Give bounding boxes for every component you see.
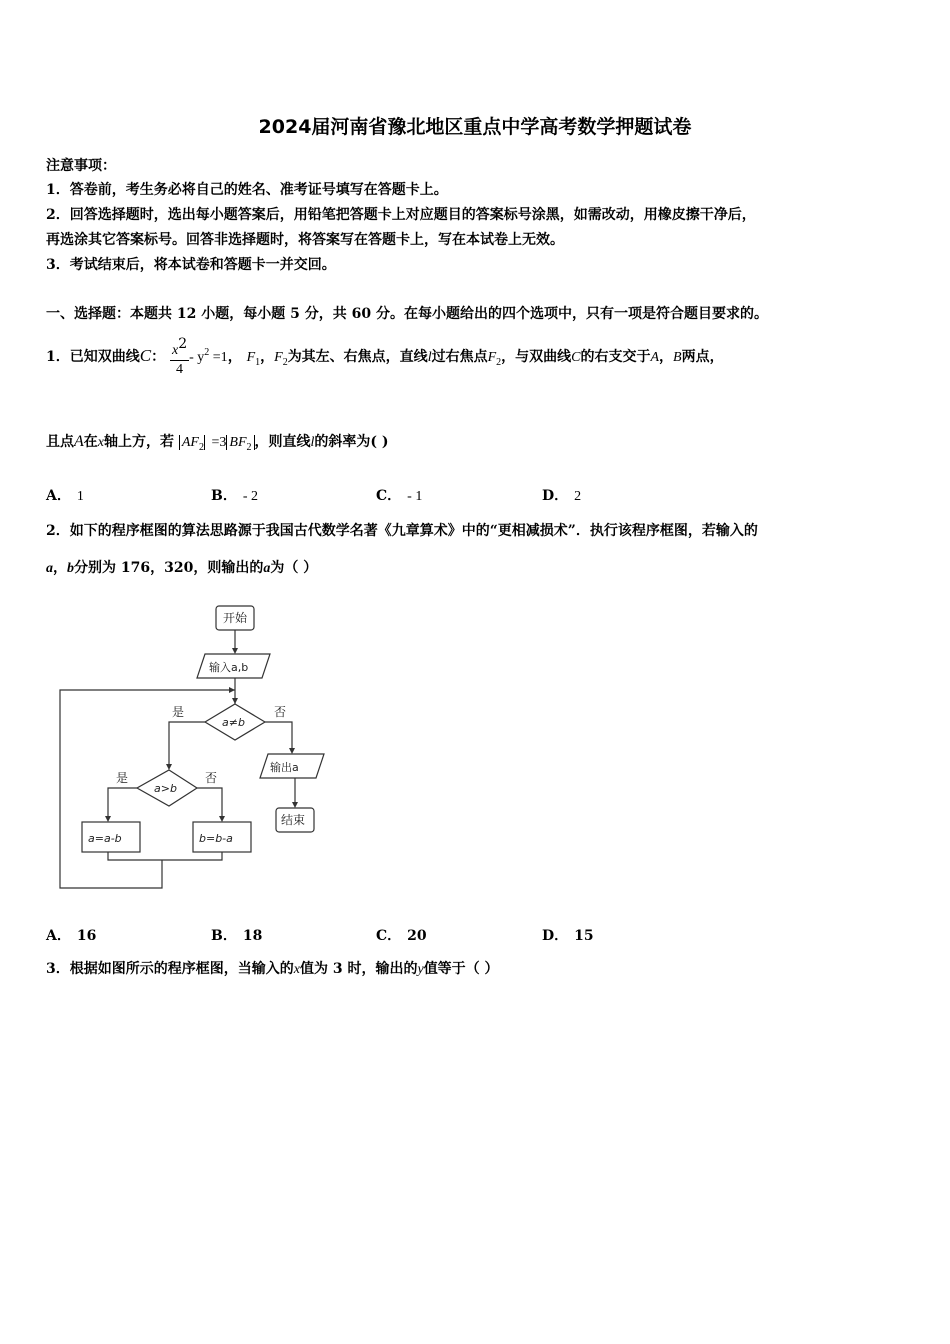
q1-text-b: 过右焦点 xyxy=(431,349,488,365)
q1-option-d xyxy=(542,485,581,505)
q2-var-a: a xyxy=(46,561,53,576)
flow-cond1-label: a≠b xyxy=(222,716,245,729)
q2-option-a xyxy=(46,925,102,945)
q3-var-y: y xyxy=(417,962,424,977)
question-2-line-2 xyxy=(46,557,317,577)
q1-x-axis: x xyxy=(97,435,104,450)
q1-text-c: ，与双曲线 xyxy=(501,349,572,365)
q1-option-c-label: C． xyxy=(376,488,402,504)
q1-bf: BF xyxy=(229,435,247,450)
q1-text-d: 的右支交于 xyxy=(580,349,651,365)
q1-f2: F xyxy=(274,350,283,365)
q1-line2-a: 且点 xyxy=(46,434,74,450)
q1-comma-1: ， xyxy=(227,349,242,365)
q1-prefix: 1．已知双曲线 xyxy=(46,349,140,365)
flow-arrowhead-loop xyxy=(229,687,235,693)
q1-line2-l: l xyxy=(310,435,315,450)
q3-var-x: x xyxy=(293,962,300,977)
question-2-line-1: 2．如下的程序框图的算法思路源于我国古代数学名著《九章算术》中的“更相减损术”．执行该程序框图，若输入的 xyxy=(46,523,758,539)
flow-no2-line xyxy=(197,788,222,820)
section-heading: 一、选择题：本题共 12 小题，每小题 5 分，共 60 分。在每小题给出的四个选项中，只有一项是符合题目要求的。 xyxy=(46,306,768,322)
q2-text-c: 分别为 176，320，则输出的 xyxy=(74,560,264,576)
q1-frac-sup: 2 xyxy=(178,336,188,352)
q2-option-d-label: D． xyxy=(542,928,569,944)
flow-yes2-label: 是 xyxy=(116,771,129,785)
q1-af: AF xyxy=(181,435,199,450)
q1-line2-c: ，则直线 xyxy=(254,434,311,450)
flow-no2-label: 否 xyxy=(205,771,218,785)
q2-var-a-2: a xyxy=(263,561,271,576)
q1-bf-sub: 2 xyxy=(246,442,252,453)
q1-option-a-value: 1 xyxy=(76,489,84,504)
q2-option-a-value: 16 xyxy=(76,928,97,944)
q1-comma-2: ， xyxy=(260,349,275,365)
flow-end-label: 结束 xyxy=(281,813,306,827)
q1-curve-c-2: C xyxy=(571,350,581,365)
flow-assign-a-label: a=a-b xyxy=(88,832,122,845)
q1-option-a xyxy=(46,485,84,505)
q1-f2b-sub: 2 xyxy=(496,357,502,368)
q1-option-b-label: B． xyxy=(211,488,237,504)
q1-line2-b: 轴上方，若 xyxy=(104,434,174,450)
q1-comma-3: ， xyxy=(659,349,674,365)
q1-option-b xyxy=(211,485,258,505)
notice-line-3: 再选涂其它答案标号。回答非选择题时，将答案写在答题卡上，写在本试卷上无效。 xyxy=(46,232,564,248)
flow-cond2-label: a>b xyxy=(154,782,177,795)
q1-text-a: 为其左、右焦点，直线 xyxy=(287,349,428,365)
q2-option-b xyxy=(211,925,268,945)
q2-option-b-label: B． xyxy=(211,928,237,944)
flow-assign-b-label: b=b-a xyxy=(199,832,233,845)
question-1-line-2 xyxy=(46,431,389,453)
notice-heading: 注意事项： xyxy=(46,158,116,174)
q2-var-b: b xyxy=(67,561,74,576)
q1-eq3: =3 xyxy=(204,435,226,450)
q2-sep: ， xyxy=(53,560,67,576)
q2-option-c-value: 20 xyxy=(407,928,427,944)
flow-start-label: 开始 xyxy=(223,611,248,625)
q1-colon: ： xyxy=(151,349,166,365)
flow-arrowhead-yes xyxy=(166,764,172,770)
q1-option-d-label: D． xyxy=(542,488,569,504)
q1-option-a-label: A． xyxy=(46,488,71,504)
flow-yes-label: 是 xyxy=(172,705,185,719)
page-title: 2024届河南省豫北地区重点中学高考数学押题试卷 xyxy=(258,116,692,138)
flow-no-label: 否 xyxy=(274,705,287,719)
flow-arrowhead-assign-b xyxy=(219,816,225,822)
q1-point-b: B xyxy=(673,350,682,365)
flow-arrowhead-end xyxy=(292,802,298,808)
q1-frac-den: 4 xyxy=(176,362,184,377)
q1-eq-sup: 2 xyxy=(204,347,210,358)
q1-f2b: F xyxy=(487,350,497,365)
q1-curve-c: C xyxy=(139,346,152,365)
flow-no-line xyxy=(265,722,292,752)
q1-line-l: l xyxy=(427,350,432,365)
flow-arrowhead-2 xyxy=(232,698,238,704)
notice-line-4: 3．考试结束后，将本试卷和答题卡一并交回。 xyxy=(46,257,336,273)
notice-line-1: 1．答卷前，考生务必将自己的姓名、准考证号填写在答题卡上。 xyxy=(46,182,448,198)
q3-text-b: 值为 3 时，输出的 xyxy=(299,961,418,977)
q1-f1-sub: 1 xyxy=(255,357,261,368)
flow-yes-line xyxy=(169,722,205,764)
q1-af-sub: 2 xyxy=(198,442,204,453)
q1-option-b-value: - 2 xyxy=(242,489,259,504)
q2-option-a-label: A． xyxy=(46,928,71,944)
q1-line2-point-a: A xyxy=(74,433,84,450)
q2-option-d xyxy=(542,925,600,945)
q2-option-b-value: 18 xyxy=(242,928,263,944)
q1-eq-end: =1 xyxy=(209,350,228,365)
flowchart xyxy=(52,598,342,898)
q1-option-c-value: - 1 xyxy=(407,489,423,504)
q1-line2-d: 的斜率为( ) xyxy=(314,434,389,450)
flow-arrowhead-assign-a xyxy=(105,816,111,822)
q1-frac-num: x xyxy=(171,343,179,358)
flow-yes2-line xyxy=(108,788,137,820)
notice-line-2: 2．回答选择题时，选出每小题答案后，用铅笔把答题卡上对应题目的答案标号涂黑，如需改动，用橡皮擦干净后， xyxy=(46,207,756,223)
question-3 xyxy=(46,958,499,978)
q1-fraction xyxy=(170,335,189,379)
q2-text-e: 为（ ） xyxy=(270,560,318,576)
q3-text-c: 值等于（ ） xyxy=(423,961,499,977)
flow-arrowhead-no xyxy=(289,748,295,754)
q1-abs-af xyxy=(179,435,204,453)
q2-option-c-label: C． xyxy=(376,928,402,944)
q1-option-c xyxy=(376,485,422,505)
q1-line2-at: 在 xyxy=(83,434,98,450)
flow-input-label: 输入a,b xyxy=(209,661,249,674)
flow-merge-line xyxy=(108,852,222,860)
q2-option-c xyxy=(376,925,433,945)
question-1-line-1 xyxy=(46,335,724,379)
q1-option-d-value: 2 xyxy=(574,489,582,504)
q2-option-d-value: 15 xyxy=(574,928,594,944)
q3-text-a: 3．根据如图所示的程序框图，当输入的 xyxy=(46,961,294,977)
q1-text-e: 两点， xyxy=(681,349,724,365)
q1-eq-rest: - y xyxy=(189,350,205,365)
flow-arrowhead-1 xyxy=(232,648,238,654)
q1-f1: F xyxy=(246,350,256,365)
q1-f2-sub: 2 xyxy=(282,357,288,368)
q1-abs-bf xyxy=(226,435,254,453)
q1-point-a: A xyxy=(650,350,660,365)
flow-output-label: 输出a xyxy=(270,761,299,774)
